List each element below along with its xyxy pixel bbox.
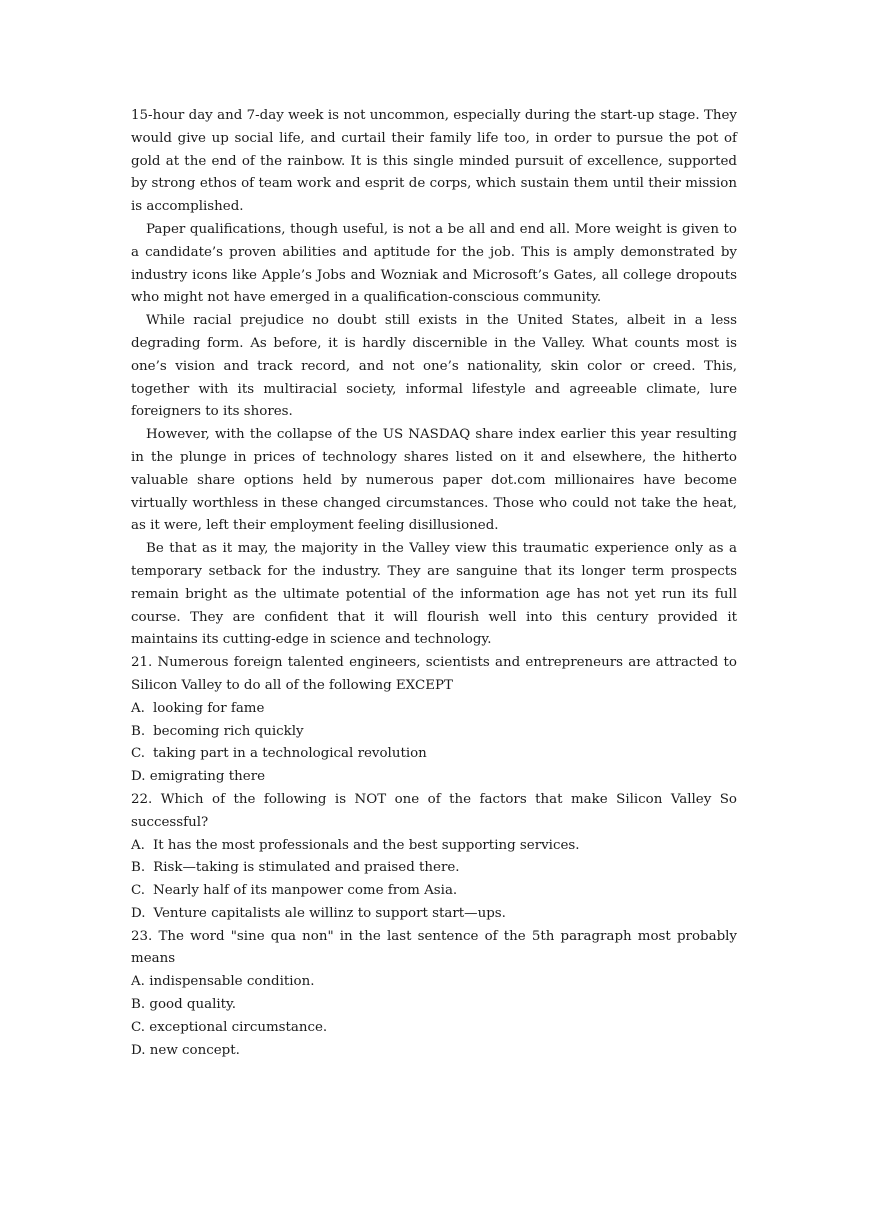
- question-stem: 22. Which of the following is NOT one of the factors that make Silicon Valley So successful?: [131, 791, 737, 830]
- option-text: exceptional circumstance.: [149, 1019, 328, 1035]
- question-23: [131, 926, 737, 1063]
- question-22: [131, 789, 737, 926]
- option-a: [131, 835, 737, 858]
- option-letter: C.: [131, 1019, 146, 1035]
- option-b: [131, 994, 737, 1017]
- option-b: [131, 857, 737, 880]
- option-text: Venture capitalists ale willinz to support start—ups.: [153, 905, 506, 921]
- option-letter: B.: [131, 723, 146, 739]
- passage-paragraph-5: Be that as it may, the majority in the Valley view this traumatic experience only as a temporary setback for the industry. They are sanguine that its longer term prospects remain bright as the ultimate potential of the information age has not yet run its full course. They are confident that it will flourish well into this century provided it maintains its cutting-edge in science and technology.: [131, 541, 737, 648]
- option-text: Nearly half of its manpower come from Asia.: [153, 883, 458, 899]
- option-d: [131, 903, 737, 926]
- option-d: [131, 1040, 737, 1063]
- question-stem: 21. Numerous foreign talented engineers, scientists and entrepreneurs are attracted to Silicon Valley to do all of the following EXCEPT: [131, 655, 737, 693]
- option-c: [131, 880, 737, 903]
- passage-paragraph-4: However, with the collapse of the US NASDAQ share index earlier this year resulting in the plunge in prices of technology shares listed on it and elsewhere, the hitherto valuable share options held by numerous paper dot.com millionaires have become virtually worthless in these changed circumstances. Those who could not take the heat, as it were, left their employment feeling disillusioned.: [131, 427, 737, 534]
- passage-paragraph-1: 15-hour day and 7-day week is not uncommon, especially during the start-up stage. They would give up social life, and curtail their family life too, in order to pursue the pot of gold at the end of the rainbow. It is this single minded pursuit of excellence, supported by strong ethos of team work and esprit de corps, which sustain them until their mission is accomplished.: [131, 108, 737, 215]
- option-c: [131, 743, 737, 766]
- option-letter: A.: [131, 700, 145, 716]
- passage-paragraph-2: Paper qualifications, though useful, is not a be all and end all. More weight is given to a candidate’s proven abilities and aptitude for the job. This is amply demonstrated by industry icons like Apple’s Jobs and Wozniak and Microsoft’s Gates, all college dropouts who might not have emerged in a qualification-conscious community.: [131, 221, 737, 306]
- option-letter: C.: [131, 746, 146, 762]
- question-21: [131, 652, 737, 789]
- passage-paragraph-3: While racial prejudice no doubt still exists in the United States, albeit in a less degrading form. As before, it is hardly discernible in the Valley. What counts most is one’s vision and track record, and not one’s nationality, skin color or creed. This, together with its multiracial society, informal lifestyle and agreeable climate, lure foreigners to its shores.: [131, 313, 737, 420]
- option-a: [131, 971, 737, 994]
- option-text: emigrating there: [149, 769, 266, 785]
- option-text: becoming rich quickly: [153, 723, 304, 739]
- passage: [131, 105, 737, 652]
- document-page: [131, 105, 737, 1062]
- option-text: good quality.: [149, 997, 237, 1013]
- option-c: [131, 1017, 737, 1040]
- option-letter: B.: [131, 860, 146, 876]
- option-letter: D.: [131, 905, 146, 921]
- option-letter: D.: [131, 1042, 146, 1058]
- option-letter: A.: [131, 837, 145, 853]
- option-letter: A.: [131, 974, 145, 990]
- option-a: [131, 698, 737, 721]
- question-stem: 23. The word "sine qua non" in the last sentence of the 5th paragraph most probably means: [131, 928, 737, 967]
- option-letter: D.: [131, 769, 146, 785]
- option-text: looking for fame: [152, 700, 265, 716]
- option-text: Risk—taking is stimulated and praised there.: [153, 860, 460, 876]
- option-letter: B.: [131, 997, 146, 1013]
- option-text: new concept.: [149, 1042, 240, 1058]
- option-d: [131, 766, 737, 789]
- option-text: It has the most professionals and the best supporting services.: [152, 837, 580, 853]
- option-letter: C.: [131, 883, 146, 899]
- option-text: taking part in a technological revolution: [153, 746, 427, 762]
- option-b: [131, 721, 737, 744]
- option-text: indispensable condition.: [149, 974, 315, 990]
